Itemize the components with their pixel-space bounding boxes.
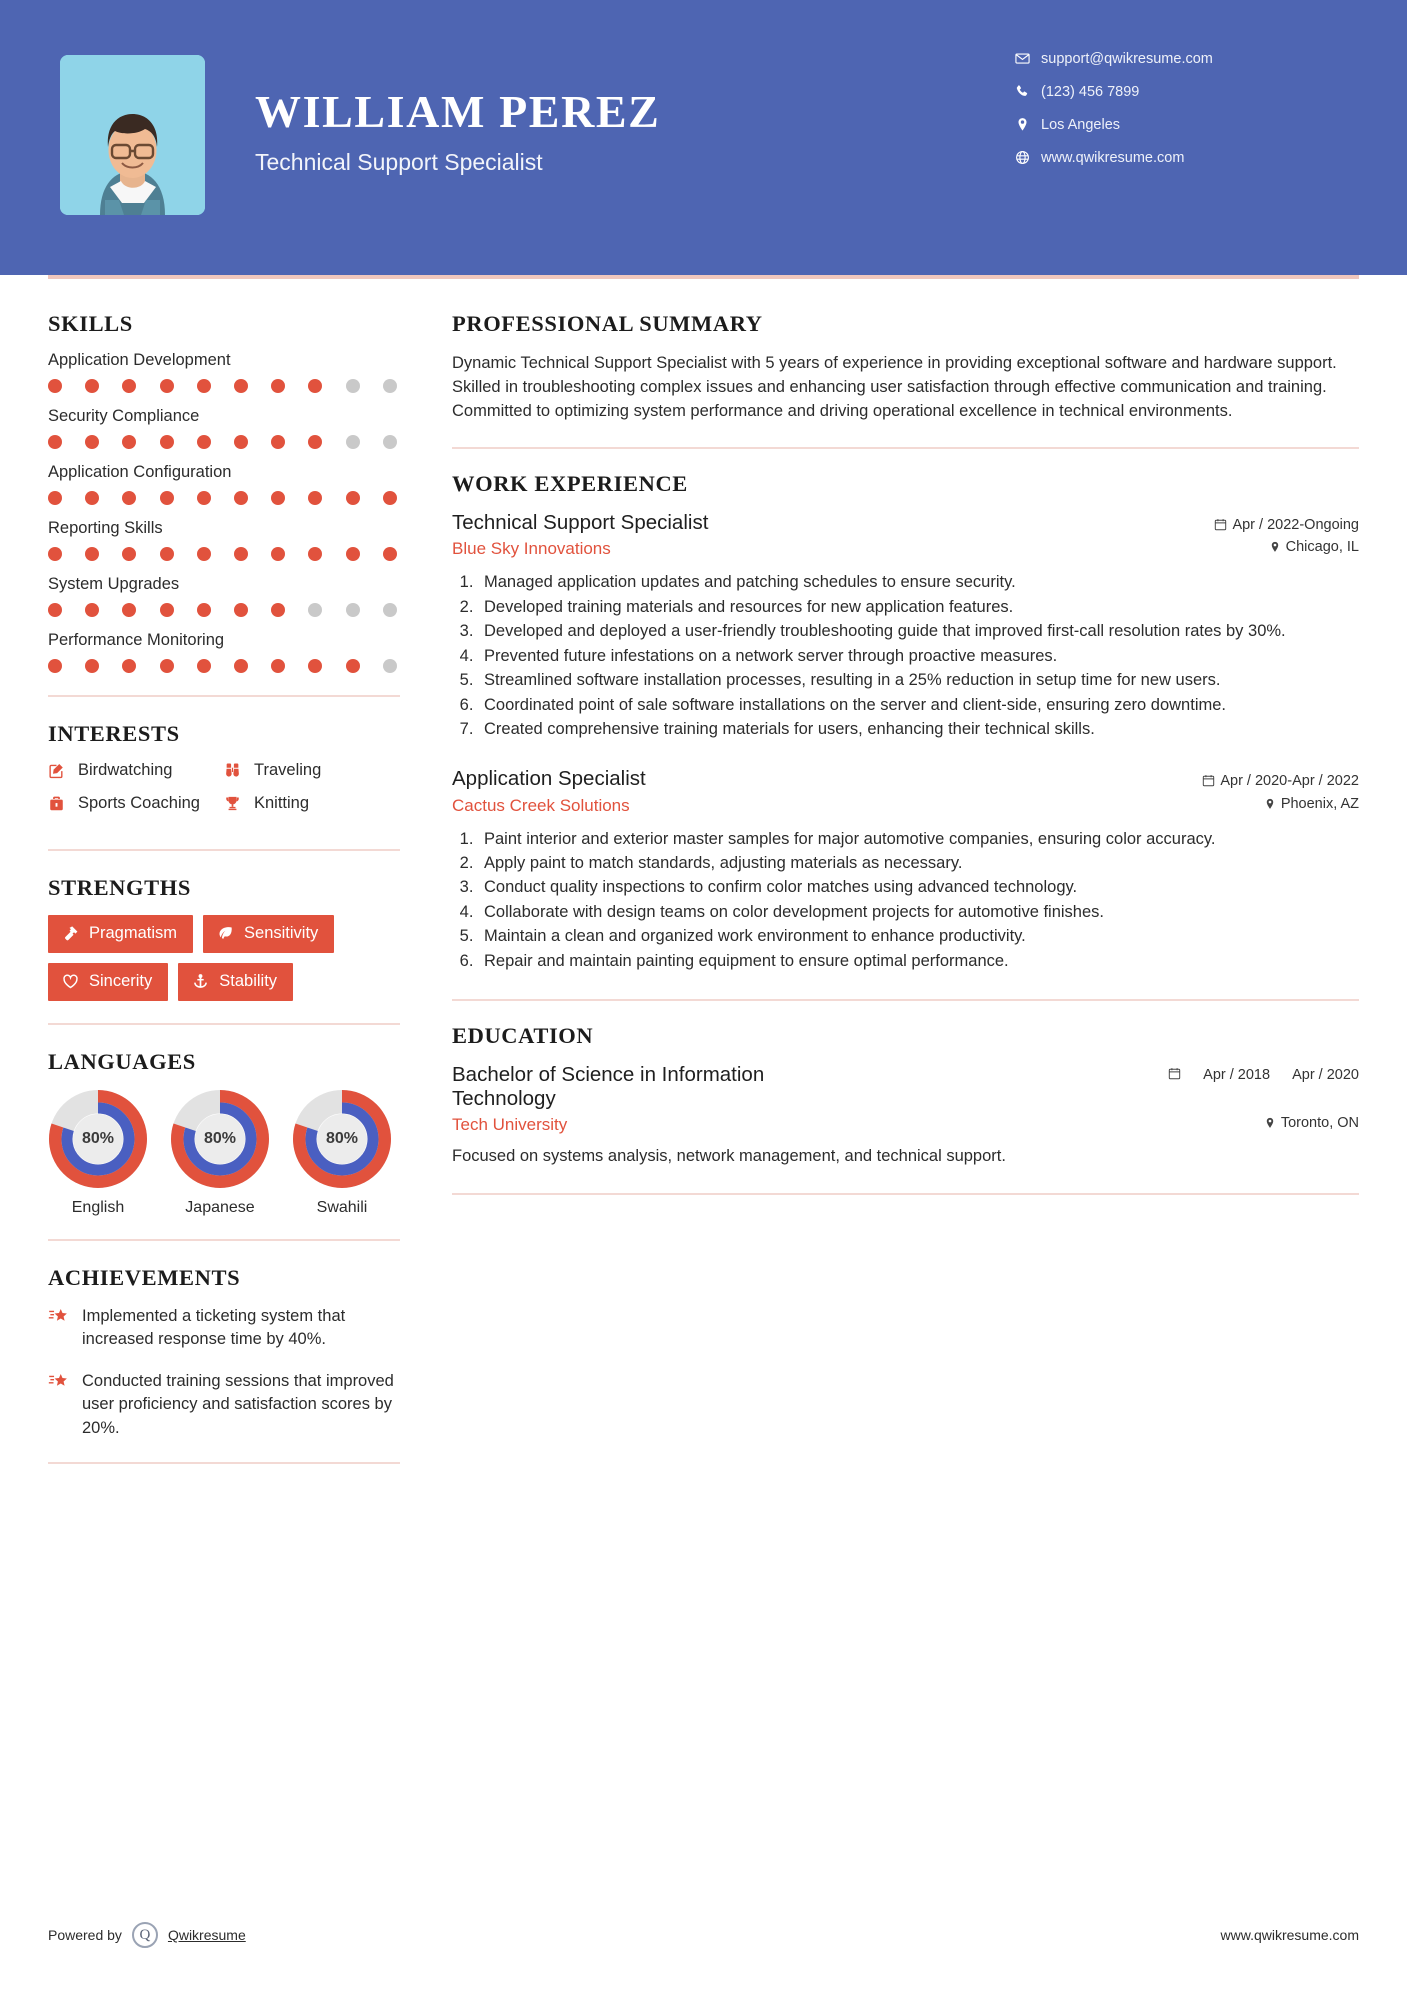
job-entry (452, 767, 1359, 973)
skill-dot-filled (122, 547, 136, 561)
skill-dot-filled (48, 659, 62, 673)
job-bullet: 1. Paint interior and exterior master samples for major automotive companies, ensuring color accuracy. (478, 828, 1359, 851)
job-location-text: Chicago, IL (1285, 539, 1359, 556)
skill-dot-empty (383, 379, 397, 393)
skill-rating (48, 435, 400, 449)
job-date-text: Apr / 2022-Ongoing (1232, 517, 1359, 534)
skill-dot-filled (122, 379, 136, 393)
resume-header (0, 0, 1407, 275)
heart-icon (62, 973, 79, 990)
strength-label: Pragmatism (89, 924, 178, 942)
achievements-list (48, 1305, 400, 1440)
star-burst-icon (48, 1370, 82, 1440)
skill-name: System Upgrades (48, 575, 180, 593)
skill-rating (48, 379, 400, 393)
interests-list (48, 761, 400, 827)
skill-item (48, 631, 400, 673)
job-location (1269, 539, 1359, 557)
skill-dot-empty (383, 435, 397, 449)
education-school: Tech University (452, 1115, 568, 1135)
contact-list (1015, 42, 1345, 174)
skill-dot-filled (234, 659, 248, 673)
interest-item (48, 794, 224, 813)
skill-dot-filled (160, 603, 174, 617)
qwikresume-logo-icon (132, 1922, 158, 1948)
binoculars-icon (224, 762, 254, 779)
job-bullet: 2. Developed training materials and resources for new application features. (478, 596, 1359, 619)
powered-by-label: Powered by (48, 1927, 122, 1943)
skill-dot-filled (308, 435, 322, 449)
language-percent: 80% (81, 1130, 115, 1147)
skill-dot-empty (346, 379, 360, 393)
job-bullet: 4. Collaborate with design teams on color development projects for automotive finishes. (478, 901, 1359, 924)
language-donut-chart (170, 1089, 270, 1189)
calendar-icon (1214, 518, 1227, 535)
map-pin-icon (1264, 1117, 1276, 1133)
achievement-text: Conducted training sessions that improved user proficiency and satisfaction scores by 20%. (82, 1371, 394, 1437)
job-bullet: 3. Developed and deployed a user-friendly troubleshooting guide that improved first-call resolution rates by 30%. (478, 620, 1359, 643)
interest-label: Traveling (254, 761, 322, 779)
skill-name: Security Compliance (48, 407, 200, 425)
education-description: Focused on systems analysis, network management, and technical support. (452, 1147, 1006, 1166)
work-title: WORK EXPERIENCE (452, 471, 688, 497)
skill-dot-filled (346, 659, 360, 673)
strength-chip (178, 963, 293, 1001)
skill-item (48, 463, 400, 505)
divider (452, 999, 1359, 1001)
skill-dot-filled (160, 659, 174, 673)
skill-dot-filled (160, 379, 174, 393)
job-bullet: 6. Repair and maintain painting equipment to ensure optimal performance. (478, 950, 1359, 973)
divider (48, 849, 400, 851)
skill-dot-filled (85, 547, 99, 561)
skill-dot-filled (197, 547, 211, 561)
briefcase-icon (48, 795, 78, 812)
education-degree: Bachelor of Science in Information Technology (452, 1063, 765, 1111)
skill-dot-filled (234, 491, 248, 505)
interests-title: INTERESTS (48, 721, 180, 746)
qwikresume-logo-mark: Q (139, 1926, 151, 1943)
star-burst-icon (48, 1305, 82, 1352)
contact-website-text: www.qwikresume.com (1041, 149, 1185, 166)
trophy-icon (224, 795, 254, 812)
contact-email[interactable] (1015, 42, 1345, 75)
skills-section (48, 311, 400, 673)
skill-rating (48, 491, 400, 505)
contact-phone-text: (123) 456 7899 (1041, 83, 1140, 100)
interest-label: Birdwatching (78, 761, 173, 779)
skill-dot-filled (271, 603, 285, 617)
phone-icon (1015, 84, 1041, 99)
divider (452, 447, 1359, 449)
strength-label: Sincerity (89, 972, 153, 990)
language-item (48, 1089, 148, 1217)
skill-dot-filled (271, 491, 285, 505)
strength-chip (203, 915, 334, 953)
education-sub (452, 1115, 1359, 1135)
map-pin-icon (1264, 798, 1276, 814)
job-date (1214, 511, 1359, 535)
header-accent-bar (48, 275, 1359, 279)
strengths-list (48, 915, 400, 1001)
job-bullet: 1. Managed application updates and patching schedules to ensure security. (478, 571, 1359, 594)
achievements-section (48, 1265, 400, 1440)
skill-dot-filled (197, 603, 211, 617)
interest-item (48, 761, 224, 780)
language-item (292, 1089, 392, 1217)
strength-chip (48, 963, 168, 1001)
skill-dot-filled (308, 547, 322, 561)
languages-title: LANGUAGES (48, 1049, 196, 1074)
skill-dot-filled (85, 491, 99, 505)
education-head (452, 1063, 1359, 1111)
skill-dot-filled (383, 547, 397, 561)
language-label: English (71, 1199, 125, 1216)
job-company: Cactus Creek Solutions (452, 795, 630, 815)
skill-name: Application Configuration (48, 463, 232, 481)
job-role: Technical Support Specialist (452, 511, 709, 535)
hammer-icon (62, 925, 79, 942)
job-sub (452, 796, 1359, 816)
divider (452, 1193, 1359, 1195)
skill-name: Application Development (48, 351, 231, 369)
languages-list (48, 1089, 400, 1217)
qwikresume-link[interactable]: Qwikresume (167, 1927, 246, 1943)
job-bullet: 7. Created comprehensive training materials for users, enhancing their technical skills. (478, 718, 1359, 741)
contact-location-text: Los Angeles (1041, 116, 1121, 133)
job-date-text: Apr / 2020-Apr / 2022 (1220, 773, 1359, 790)
skill-dot-filled (122, 603, 136, 617)
skill-dot-filled (48, 435, 62, 449)
summary-text: Dynamic Technical Support Specialist with 5 years of experience in providing exceptional software and hardware support. Skilled in troubleshooting complex issues and enhancing user satisfaction through effective communication and training. Committed to optimizing system performance and driving operational excellence in technical environments. (452, 354, 1337, 421)
footer-website: www.qwikresume.com (1220, 1927, 1359, 1943)
contact-email-text: support@qwikresume.com (1041, 50, 1213, 67)
envelope-icon (1015, 51, 1041, 66)
education-date-end-text: Apr / 2020 (1292, 1067, 1359, 1084)
skill-dot-filled (85, 379, 99, 393)
languages-section (48, 1049, 400, 1217)
strength-label: Sensitivity (244, 924, 319, 942)
skill-dot-filled (160, 435, 174, 449)
skill-dot-filled (234, 435, 248, 449)
jobs-list (452, 511, 1359, 973)
education-dates (1168, 1063, 1359, 1084)
language-label: Japanese (185, 1199, 255, 1216)
skill-dot-filled (48, 491, 62, 505)
job-bullets (478, 571, 1359, 741)
skill-dot-filled (85, 659, 99, 673)
skill-dot-filled (271, 659, 285, 673)
footer (48, 1922, 1359, 1948)
job-bullet: 3. Conduct quality inspections to confirm color matches using advanced technology. (478, 876, 1359, 899)
skill-dot-filled (271, 547, 285, 561)
job-bullet: 6. Coordinated point of sale software installations on the server and client-side, ensuring zero downtime. (478, 694, 1359, 717)
interest-label: Sports Coaching (78, 794, 200, 812)
main-column (400, 275, 1359, 1488)
name-block (255, 88, 660, 182)
skill-dot-filled (85, 603, 99, 617)
summary-title: PROFESSIONAL SUMMARY (452, 311, 763, 336)
map-pin-icon (1015, 117, 1041, 132)
strengths-section (48, 875, 400, 1001)
skill-dot-filled (346, 491, 360, 505)
skill-dot-filled (48, 379, 62, 393)
skill-dot-filled (122, 659, 136, 673)
strength-label: Stability (219, 972, 278, 990)
skill-dot-filled (383, 491, 397, 505)
achievement-item (48, 1305, 400, 1352)
skill-dot-filled (197, 659, 211, 673)
skill-dot-filled (271, 379, 285, 393)
education-location (1264, 1115, 1359, 1133)
calendar-icon (1168, 1067, 1181, 1084)
strengths-title: STRENGTHS (48, 875, 191, 900)
skill-dot-filled (197, 435, 211, 449)
education-section (452, 1023, 1359, 1169)
job-bullet: 5. Maintain a clean and organized work environment to enhance productivity. (478, 925, 1359, 948)
education-date-end (1292, 1067, 1359, 1084)
job-bullet: 5. Streamlined software installation processes, resulting in a 25% reduction in setup time for new users. (478, 669, 1359, 692)
skill-dot-filled (48, 603, 62, 617)
language-item (170, 1089, 270, 1217)
skill-item (48, 351, 400, 393)
divider (48, 695, 400, 697)
summary-section (452, 311, 1359, 423)
candidate-name: WILLIAM PEREZ (255, 86, 661, 138)
divider (48, 1462, 400, 1464)
job-company: Blue Sky Innovations (452, 539, 611, 559)
achievement-item (48, 1370, 400, 1440)
interest-item (224, 761, 400, 780)
skill-dot-filled (234, 603, 248, 617)
skill-dot-filled (234, 379, 248, 393)
skill-item (48, 519, 400, 561)
strength-chip (48, 915, 193, 953)
pencil-square-icon (48, 762, 78, 779)
skills-list (48, 351, 400, 673)
education-date-start (1203, 1067, 1270, 1084)
divider (48, 1023, 400, 1025)
map-pin-icon (1269, 541, 1281, 557)
interests-section (48, 721, 400, 827)
job-date (1202, 767, 1359, 791)
education-title: EDUCATION (452, 1023, 594, 1049)
skill-rating (48, 603, 400, 617)
skill-name: Performance Monitoring (48, 631, 225, 649)
job-head (452, 511, 1359, 535)
footer-branding (48, 1922, 246, 1948)
skill-item (48, 575, 400, 617)
job-bullet: 2. Apply paint to match standards, adjusting materials as necessary. (478, 852, 1359, 875)
skill-dot-empty (346, 435, 360, 449)
education-location-text: Toronto, ON (1280, 1115, 1359, 1132)
job-bullet: 4. Prevented future infestations on a network server through proactive measures. (478, 645, 1359, 668)
contact-location (1015, 108, 1345, 141)
calendar-icon (1202, 774, 1215, 791)
candidate-job-title: Technical Support Specialist (255, 148, 543, 175)
skill-dot-filled (346, 547, 360, 561)
skill-dot-filled (308, 659, 322, 673)
job-sub (452, 539, 1359, 559)
skill-dot-empty (308, 603, 322, 617)
skill-dot-filled (160, 491, 174, 505)
contact-website[interactable] (1015, 141, 1345, 174)
header-identity (60, 55, 660, 215)
skill-dot-filled (197, 379, 211, 393)
skill-dot-filled (48, 547, 62, 561)
interest-label: Knitting (254, 794, 310, 812)
skill-dot-filled (308, 379, 322, 393)
language-percent: 80% (203, 1130, 237, 1147)
language-percent: 80% (325, 1130, 359, 1147)
skill-dot-filled (122, 491, 136, 505)
education-date-start-text: Apr / 2018 (1203, 1067, 1271, 1084)
sidebar (48, 275, 400, 1488)
job-role: Application Specialist (452, 767, 646, 791)
job-head (452, 767, 1359, 791)
skill-dot-filled (308, 491, 322, 505)
leaf-icon (217, 925, 234, 942)
skill-dot-filled (122, 435, 136, 449)
achievements-title: ACHIEVEMENTS (48, 1265, 241, 1290)
work-section (452, 471, 1359, 973)
interest-item (224, 794, 400, 813)
skill-rating (48, 659, 400, 673)
contact-phone[interactable] (1015, 75, 1345, 108)
job-entry (452, 511, 1359, 741)
job-bullets (478, 828, 1359, 974)
avatar (60, 55, 205, 215)
globe-icon (1015, 150, 1041, 165)
skill-dot-empty (383, 659, 397, 673)
skill-rating (48, 547, 400, 561)
skill-dot-filled (85, 435, 99, 449)
job-location (1264, 796, 1359, 814)
skill-dot-filled (271, 435, 285, 449)
job-location-text: Phoenix, AZ (1280, 795, 1359, 812)
achievement-text: Implemented a ticketing system that increased response time by 40%. (82, 1307, 346, 1349)
skill-dot-empty (346, 603, 360, 617)
anchor-icon (192, 973, 209, 990)
skill-item (48, 407, 400, 449)
skill-dot-filled (197, 491, 211, 505)
language-donut-chart (48, 1089, 148, 1189)
language-donut-chart (292, 1089, 392, 1189)
skill-dot-empty (383, 603, 397, 617)
skill-dot-filled (234, 547, 248, 561)
skills-title: SKILLS (48, 311, 133, 336)
skill-dot-filled (160, 547, 174, 561)
resume-body (0, 275, 1407, 1488)
language-label: Swahili (316, 1199, 368, 1216)
skill-name: Reporting Skills (48, 519, 163, 537)
divider (48, 1239, 400, 1241)
